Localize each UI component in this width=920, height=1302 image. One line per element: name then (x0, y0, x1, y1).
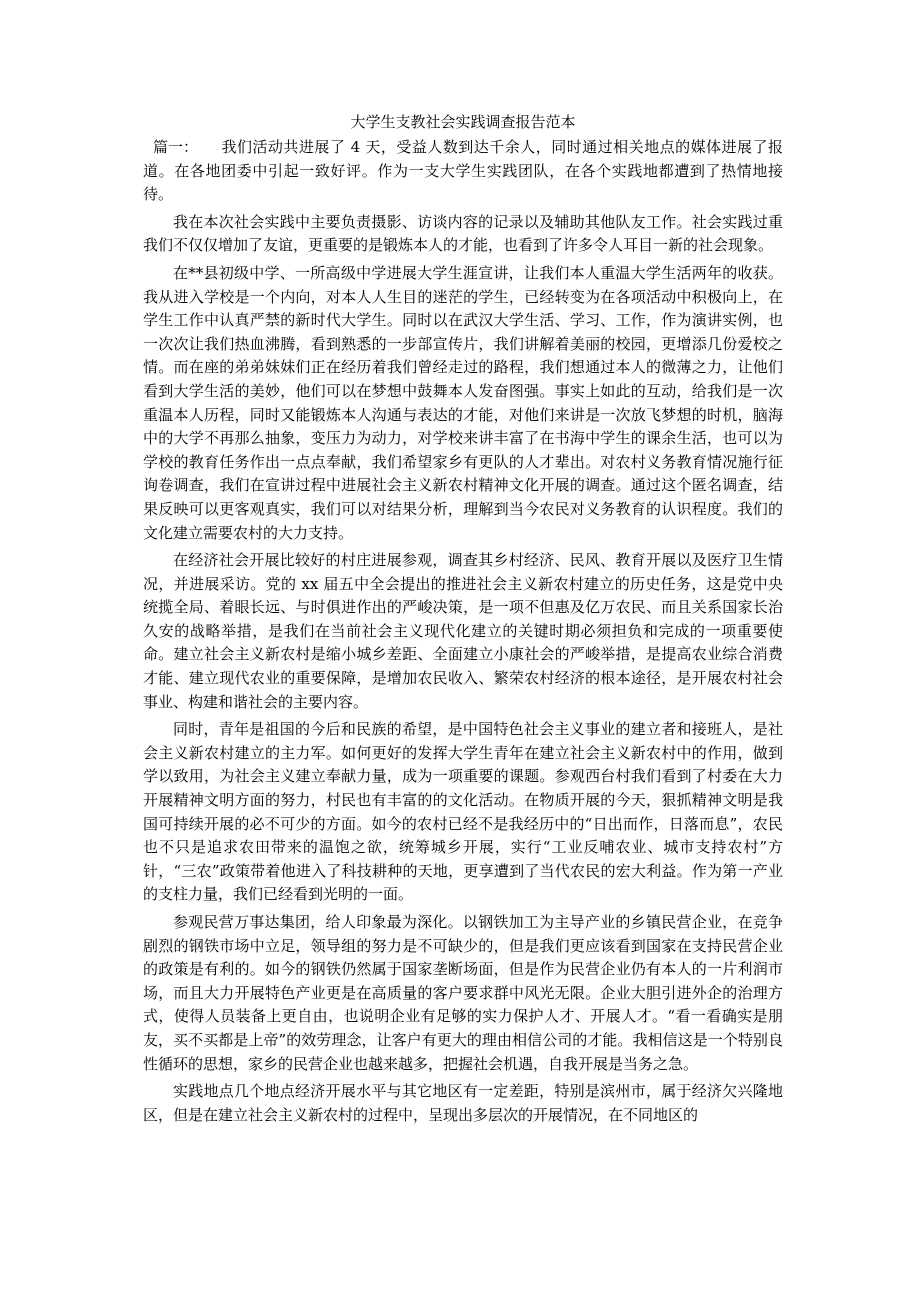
paragraph-1 (143, 136, 783, 207)
paragraph-1-text: 我们活动共进展了 4 天，受益人数到达千余人，同时通过相关地点的媒体进展了报道。在各地团委中引起一致好评。作为一支大学生实践团队，在各个实践地都遭到了热情地接待。 (143, 138, 783, 204)
document-title: 大学生支教社会实践调查报告范本 (350, 113, 576, 131)
section-prefix: 篇一： (153, 138, 199, 156)
paragraph-7: 实践地点几个地点经济开展水平与其它地区有一定差距，特别是滨州市，属于经济欠兴隆地区，但是在建立社会主义新农村的过程中，呈现出多层次的开展情况，在不同地区的 (143, 1082, 783, 1124)
paragraph-2: 我在本次社会实践中主要负责摄影、访谈内容的记录以及辅助其他队友工作。社会实践过重我们不仅仅增加了友谊，更重要的是锻炼本人的才能，也看到了许多令人耳目一新的社会现象。 (143, 212, 783, 255)
paragraph-4: 在经济社会开展比较好的村庄进展参观，调查其乡村经济、民风、教育开展以及医疗卫生情况，并进展采访。党的 xx 届五中全会提出的推进社会主义新农村建立的历史任务，这是党中央统揽全局、着眼长远、与时俱进作出的严峻决策，是一项不但惠及亿万农民、而且关系国家长治久安的战略举措，是我们在当前社会主义现代化建立的关键时期必须担负和完成的一项重要使命。建立社会主义新农村是缩小城乡差距、全面建立小康社会的严峻举措，是提高农业综合消费才能、建立现代农业的重要保障，是增加农民收入、繁荣农村经济的根本途径，是开展农村社会事业、构建和谐社会的主要内容。 (143, 551, 783, 711)
document-page (143, 112, 783, 1131)
paragraph-5: 同时，青年是祖国的今后和民族的希望，是中国特色社会主义事业的建立者和接班人，是社会主义新农村建立的主力军。如何更好的发挥大学生青年在建立社会主义新农村中的作用，做到学以致用，为社会主义建立奉献力量，成为一项重要的课题。参观西台村我们看到了村委在大力开展精神文明方面的努力，村民也有丰富的的文化活动。在物质开展的今天，狠抓精神文明是我国可持续开展的必不可少的方面。如今的农村已经不是我经历中的“日出而作，日落而息”，农民也不只是追求农田带来的温饱之欲，统筹城乡开展，实行“工业反哺农业、城市支持农村”方针，“三农”政策带着他进入了科技耕种的天地，更享遭到了当代农民的宏大利益。作为第一产业的支柱力量，我们已经看到光明的一面。 (143, 720, 783, 904)
paragraph-6: 参观民营万事达集团，给人印象最为深化。以钢铁加工为主导产业的乡镇民营企业，在竞争剧烈的钢铁市场中立足，领导组的努力是不可缺少的，但是我们更应该看到国家在支持民营企业的政策是有利的。如今的钢铁仍然属于国家垄断场面，但是作为民营企业仍有本人的一片利润市场，而且大力开展特色产业更是在高质量的客户要求群中风光无限。企业大胆引进外企的治理方式，使得人员装备上更自由，也说明企业有足够的实力保护人才、开展人才。“看一看确实是朋友，买不买都是上帝”的效劳理念，让客户有更大的理由相信公司的才能。我相信这是一个特别良性循环的思想，家乡的民营企业也越来越多，把握社会机遇，自我开展是当务之急。 (143, 913, 783, 1073)
paragraph-3: 在**县初级中学、一所高级中学进展大学生涯宣讲，让我们本人重温大学生活两年的收获。我从进入学校是一个内向，对本人人生目的迷茫的学生，已经转变为在各项活动中积极向上，在学生工作中认真严禁的新时代大学生。同时以在武汉大学生活、学习、工作，作为演讲实例，也一次次让我们热血沸腾，看到熟悉的一步部宣传片，我们讲解着美丽的校园，更增添几份爱校之情。而在座的弟弟妹妹们正在经历着我们曾经走过的路程，我们想通过本人的微薄之力，让他们看到大学生活的美妙，他们可以在梦想中鼓舞本人发奋图强。事实上如此的互动，给我们是一次重温本人历程，同时又能锻炼本人沟通与表达的才能，对他们来讲是一次放飞梦想的时机，脑海中的大学不再那么抽象，变压力为动力，对学校来讲丰富了在书海中学生的课余生活，也可以为学校的教育任务作出一点点奉献，我们希望家乡有更队的人才辈出。对农村义务教育情况施行征询卷调查，我们在宣讲过程中进展社会主义新农村精神文化开展的调查。通过这个匿名调查，结果反映可以更客观真实，我们可以对结果分析，理解到当今农民对义务教育的认识程度。我们的文化建立需要农村的大力支持。 (143, 263, 783, 542)
